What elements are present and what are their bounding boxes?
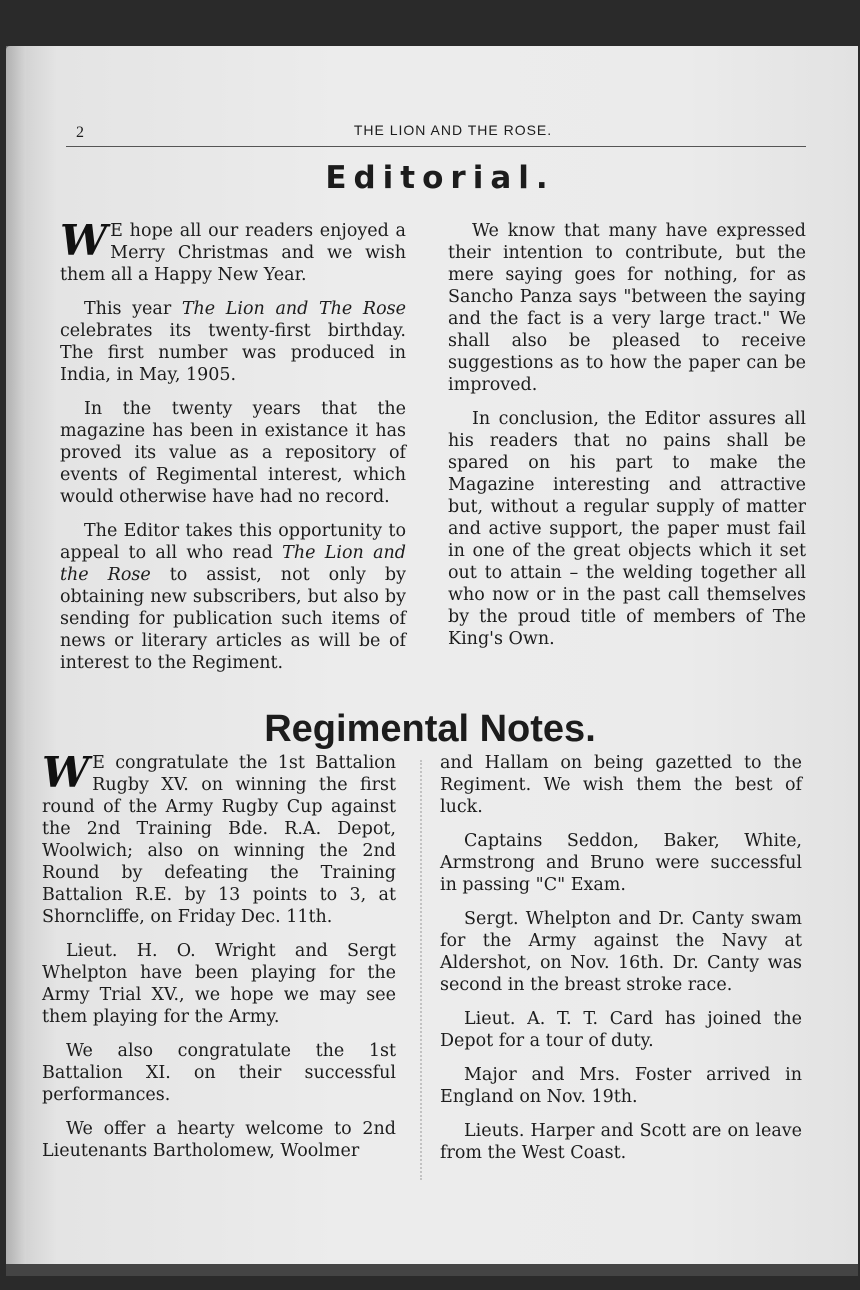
editorial-paragraph: This year The Lion and The Rose celebrates its twenty-first birthday. The first number was produced in India, in May, 1905. — [60, 299, 406, 385]
editorial-paragraph: In the twenty years that the magazine has been in existance it has proved its value as a repository of events of Regimental interest, which would otherwise have had no record. — [60, 399, 406, 507]
editorial-heading: Editorial. — [325, 160, 555, 196]
notes-paragraph: We offer a hearty welcome to 2nd Lieutenants Bartholomew, Woolmer — [42, 1119, 396, 1161]
notes-paragraph: Sergt. Whelpton and Dr. Canty swam for the Army against the Navy at Aldershot, on Nov. 16th. Dr. Canty was second in the breast stroke race. — [440, 909, 802, 995]
page-edge-shadow — [6, 46, 26, 1276]
page-number: 2 — [76, 124, 85, 141]
drop-cap: W — [60, 216, 105, 265]
editorial-paragraph: The Editor takes this opportunity to appeal to all who read The Lion and the Rose to assist, not only by obtaining new subscribers, but also by sending for publication such items of news or literary articles as will be of interest to the Regiment. — [60, 521, 406, 673]
editorial-paragraph: In conclusion, the Editor assures all his readers that no pains shall be spared on his part to make the Magazine interesting and attractive but, without a regular supply of matter and active support, the paper must fail in one of the great objects which it set out to attain – the welding together all who now or in the past call themselves by the proud title of members of The King's Own. — [448, 409, 806, 649]
running-header — [0, 120, 860, 140]
notes-paragraph: Major and Mrs. Foster arrived in England on Nov. 19th. — [440, 1065, 802, 1107]
editorial-left-column — [60, 216, 406, 686]
drop-cap: W — [42, 748, 87, 797]
notes-left-column — [42, 748, 396, 1174]
notes-paragraph: and Hallam on being gazetted to the Regiment. We wish them the best of luck. — [440, 753, 802, 817]
page-bottom-edge — [6, 1264, 858, 1276]
regimental-notes-heading: Regimental Notes. — [264, 708, 596, 750]
notes-paragraph: W E congratulate the 1st Battalion Rugby XV. on winning the first round of the Army Rugby Cup against the 2nd Training Bde. R.A. Depot, Woolwich; also on winning the 2nd Round by defeating the Training Battalion R.E. by 13 points to 3, at Shorncliffe, on Friday Dec. 11th. — [42, 748, 396, 927]
notes-paragraph: We also congratulate the 1st Battalion XI. on their successful performances. — [42, 1041, 396, 1105]
notes-paragraph: Lieut. A. T. T. Card has joined the Depot for a tour of duty. — [440, 1009, 802, 1051]
notes-right-column — [440, 752, 802, 1176]
notes-paragraph: Captains Seddon, Baker, White, Armstrong and Bruno were successful in passing "C" Exam. — [440, 831, 802, 895]
editorial-right-column — [448, 220, 806, 662]
column-divider — [420, 760, 422, 1180]
notes-paragraph: Lieut. H. O. Wright and Sergt Whelpton have been playing for the Army Trial XV., we hope we may see them playing for the Army. — [42, 941, 396, 1027]
editorial-paragraph: We know that many have expressed their intention to contribute, but the mere saying goes for nothing, for as Sancho Panza says "between the saying and the fact is a very large tract." We shall also be pleased to receive suggestions as to how the paper can be improved. — [448, 221, 806, 395]
header-rule — [66, 146, 806, 147]
notes-paragraph: Lieuts. Harper and Scott are on leave from the West Coast. — [440, 1121, 802, 1163]
editorial-paragraph: W E hope all our readers enjoyed a Merry Christmas and we wish them all a Happy New Year. — [60, 216, 406, 285]
running-title: THE LION AND THE ROSE. — [353, 122, 553, 138]
